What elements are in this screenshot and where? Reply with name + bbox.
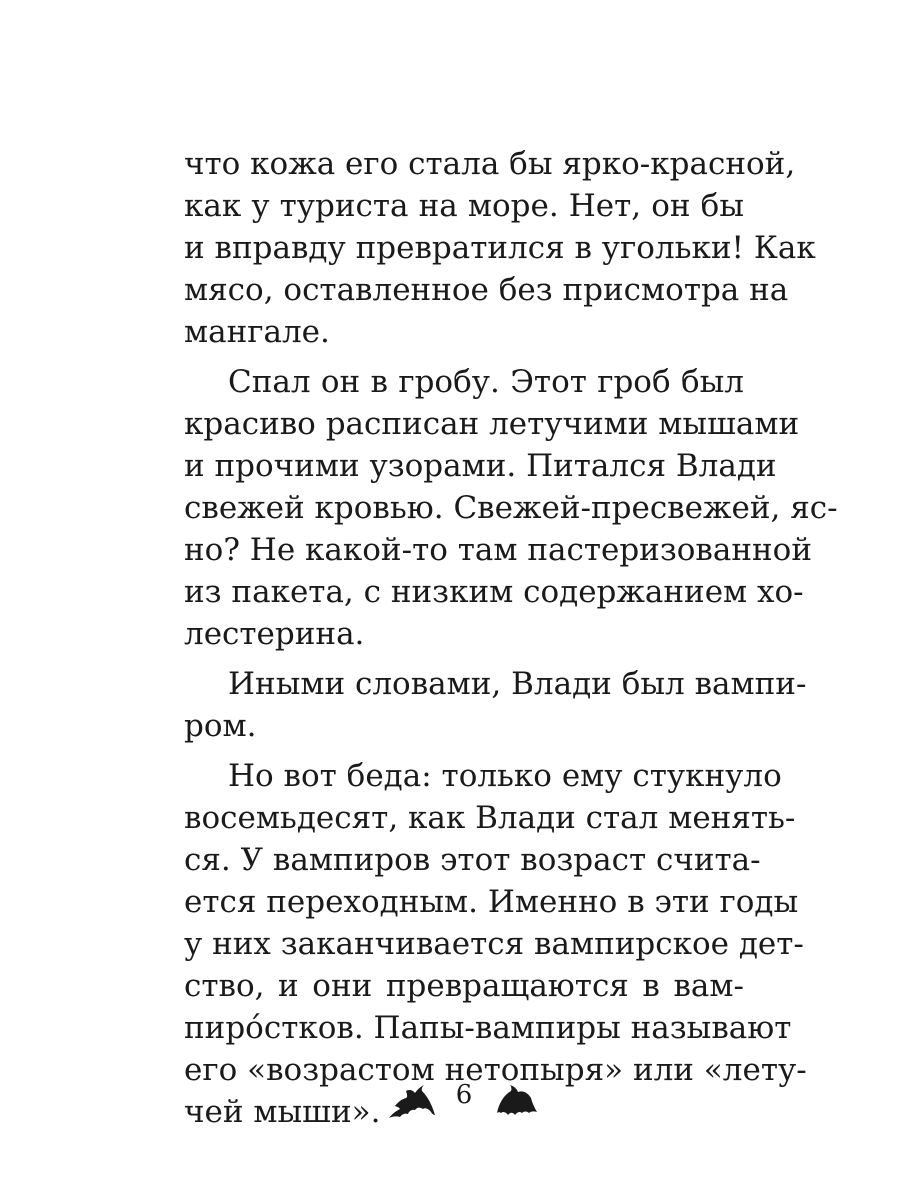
text-line: но? Не какой-то там пастеризованной — [184, 532, 812, 568]
text-line: восемьдесят, как Влади стал менять- — [184, 800, 796, 836]
text-line: мангале. — [184, 314, 330, 350]
text-line: Иными словами, Влади был вампи- — [228, 666, 807, 702]
text-line: лестерина. — [184, 616, 365, 652]
text-line: Но вот беда: только ему стукнуло — [228, 758, 782, 794]
body-text — [184, 143, 838, 1133]
text-line: красиво расписан летучими мышами — [184, 406, 800, 442]
text-line: ся. У вампиров этот возраст счита- — [184, 842, 761, 878]
paragraph — [184, 361, 838, 655]
paragraph — [184, 143, 816, 353]
page-number: 6 — [455, 1080, 473, 1110]
text-line: и прочими узорами. Питался Влади — [184, 448, 777, 484]
text-line: свежей кровью. Свежей-пресвежей, яс- — [184, 490, 838, 526]
text-line: мясо, оставленное без присмотра на — [184, 272, 789, 308]
text-line: и вправду превратился в угольки! Как — [184, 230, 816, 266]
text-line: у них заканчивается вампирское дет- — [184, 926, 804, 962]
text-line: из пакета, с низким содержанием хо- — [184, 574, 804, 610]
text-line: чей мыши». — [184, 1094, 381, 1130]
text-line: что кожа его стала бы ярко-красной, — [184, 146, 796, 182]
text-line: ство, и они превращаются в вам- — [184, 968, 744, 1004]
text-line: ром. — [184, 708, 257, 744]
page-footer — [0, 1072, 900, 1132]
text-line: его «возрастом нетопыря» или «лету- — [184, 1052, 807, 1088]
bat-wing-icon — [388, 1085, 436, 1119]
text-line: ется переходным. Именно в эти годы — [184, 884, 799, 920]
text-line: пиро́стков. Папы-вампиры называют — [184, 1010, 792, 1046]
paragraph — [184, 663, 807, 747]
text-line: как у туриста на море. Нет, он бы — [184, 188, 744, 224]
text-line: Спал он в гробу. Этот гроб был — [228, 364, 744, 400]
bat-wing-icon — [496, 1085, 538, 1119]
